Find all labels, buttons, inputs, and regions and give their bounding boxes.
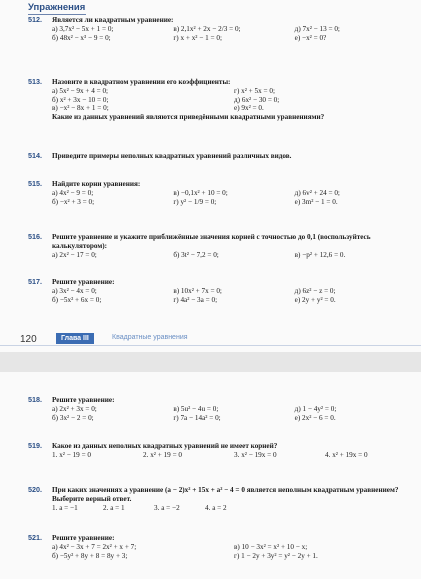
option: 3. a = −2 <box>154 503 180 512</box>
exercise-520 <box>28 486 416 512</box>
exercise-text: Решите уравнение: <box>52 278 115 286</box>
option: 1. x² − 19 = 0 <box>52 450 92 459</box>
item: а) 3x² − 4x = 0; <box>52 286 97 295</box>
chapter-badge: Глава III <box>56 333 94 344</box>
footer-divider <box>0 345 421 346</box>
exercise-number: 518. <box>28 395 42 404</box>
item: г) 7a − 14a² = 0; <box>173 413 221 422</box>
page-gap <box>0 352 421 372</box>
option: 2. a = 1 <box>103 503 125 512</box>
answer-row <box>28 96 416 105</box>
item: б) −5x² + 6x = 0; <box>52 295 102 304</box>
item: г) x + x² − 1 = 0; <box>173 33 222 42</box>
page-number: 120 <box>20 334 37 345</box>
answer-row <box>28 552 416 561</box>
exercise-number: 520. <box>28 485 42 494</box>
answer-row <box>28 451 416 460</box>
answer-row <box>28 405 416 414</box>
item: б) 48x² − x³ − 9 = 0; <box>52 33 111 42</box>
exercise-514 <box>28 152 416 161</box>
option: 4. x² + 19x = 0 <box>325 450 368 459</box>
exercise-512 <box>28 16 416 42</box>
exercise-text: Приведите примеры неполных квадратных уравнений различных видов. <box>52 152 292 160</box>
exercise-516 <box>28 233 416 259</box>
item: в) −x² − 8x + 1 = 0; <box>52 104 109 113</box>
exercise-text: Какое из данных неполных квадратных уравнений не имеет корней? <box>52 442 278 450</box>
exercise-text: Является ли квадратным уравнение: <box>52 16 174 24</box>
exercise-number: 515. <box>28 179 42 188</box>
item: д) 1 − 4y² = 0; <box>294 404 337 413</box>
item: б) 3t² − 7,2 = 0; <box>173 250 219 259</box>
item: г) 1 − 2y + 3y² = y² − 2y + 1. <box>234 551 318 560</box>
chapter-title: Квадратные уравнения <box>112 334 188 341</box>
answer-row <box>28 104 416 113</box>
exercise-518 <box>28 396 416 422</box>
item: д) 6v² + 24 = 0; <box>294 188 340 197</box>
item: д) 6x² − 30 = 0; <box>234 95 280 104</box>
exercise-text: Решите уравнение: <box>52 396 115 404</box>
answer-row <box>28 189 416 198</box>
option: 3. x² − 19x = 0 <box>234 450 277 459</box>
item: б) −5y² + 8y + 8 = 8y + 3; <box>52 551 128 560</box>
item: б) 3x² − 2 = 0; <box>52 413 94 422</box>
exercise-number: 516. <box>28 232 42 241</box>
option: 2. x² + 19 = 0 <box>143 450 183 459</box>
answer-row <box>28 296 416 305</box>
item: в) 10x² + 7x = 0; <box>173 286 222 295</box>
item: б) −x² + 3 = 0; <box>52 197 95 206</box>
answer-row <box>28 287 416 296</box>
answer-row <box>28 414 416 423</box>
answer-row <box>28 251 416 260</box>
item: е) 3m² − 1 = 0. <box>294 197 338 206</box>
item: а) 2x² − 17 = 0; <box>52 250 97 259</box>
exercise-number: 517. <box>28 277 42 286</box>
item: г) y² − 1/9 = 0; <box>173 197 217 206</box>
item: в) 10 − 3x² = x² + 10 − x; <box>234 542 308 551</box>
exercise-number: 514. <box>28 151 42 160</box>
exercise-519 <box>28 442 416 460</box>
item: д) 6z² − z = 0; <box>294 286 336 295</box>
answer-row <box>28 34 416 43</box>
question-text: Какие из данных уравнений являются приведёнными квадратными уравнениями? <box>52 113 325 122</box>
item: в) 5u² − 4u = 0; <box>173 404 219 413</box>
exercise-number: 519. <box>28 441 42 450</box>
exercise-515 <box>28 180 416 206</box>
answer-row <box>28 87 416 96</box>
item: а) 4x² − 3x + 7 = 2x² + x + 7; <box>52 542 137 551</box>
exercise-521 <box>28 534 416 560</box>
item: г) 4a² − 3a = 0; <box>173 295 218 304</box>
exercise-number: 521. <box>28 533 42 542</box>
option: 4. a = 2 <box>205 503 227 512</box>
exercise-text: При каких значениях a уравнение (a − 2)x² + 15x + a² − 4 = 0 является неполным квадратным уравнением? Выберите верный ответ. <box>52 486 399 503</box>
item: е) 2x² − 6 = 0. <box>294 413 336 422</box>
exercise-text: Решите уравнение и укажите приближённые значения корней с точностью до 0,1 (воспользуйтесь калькулятором): <box>52 233 371 250</box>
page-footer <box>0 328 421 350</box>
section-title: Упражнения <box>28 2 86 13</box>
item: в) −p² + 12,6 = 0. <box>294 250 346 259</box>
item: а) 2x² + 3x = 0; <box>52 404 97 413</box>
item: г) x² + 5x = 0; <box>234 86 275 95</box>
exercise-number: 512. <box>28 15 42 24</box>
item: в) −0,1x² + 10 = 0; <box>173 188 228 197</box>
item: е) 9x² = 0. <box>234 104 264 113</box>
answer-row <box>28 543 416 552</box>
item: д) 7x² − 13 = 0; <box>294 24 340 33</box>
exercise-number: 513. <box>28 77 42 86</box>
answer-row <box>28 198 416 207</box>
item: а) 3,7x² − 5x + 1 = 0; <box>52 24 114 33</box>
exercise-text: Найдите корни уравнения: <box>52 180 141 188</box>
item: а) 4x² − 9 = 0; <box>52 188 94 197</box>
exercise-513 <box>28 78 416 122</box>
item: е) 2y + y² = 0. <box>294 295 336 304</box>
exercise-517 <box>28 278 416 304</box>
textbook-page-bottom <box>0 372 421 579</box>
item: б) x² + 3x − 10 = 0; <box>52 95 109 104</box>
item: е) −x² = 0? <box>294 33 327 42</box>
answer-row <box>28 504 416 513</box>
item: а) 5x² − 9x + 4 = 0; <box>52 86 109 95</box>
exercise-text: Решите уравнение: <box>52 534 115 542</box>
answer-row <box>28 25 416 34</box>
option: 1. a = −1 <box>52 503 78 512</box>
exercise-text: Назовите в квадратном уравнении его коэффициенты: <box>52 78 231 86</box>
item: в) 2,1x² + 2x − 2/3 = 0; <box>173 24 241 33</box>
